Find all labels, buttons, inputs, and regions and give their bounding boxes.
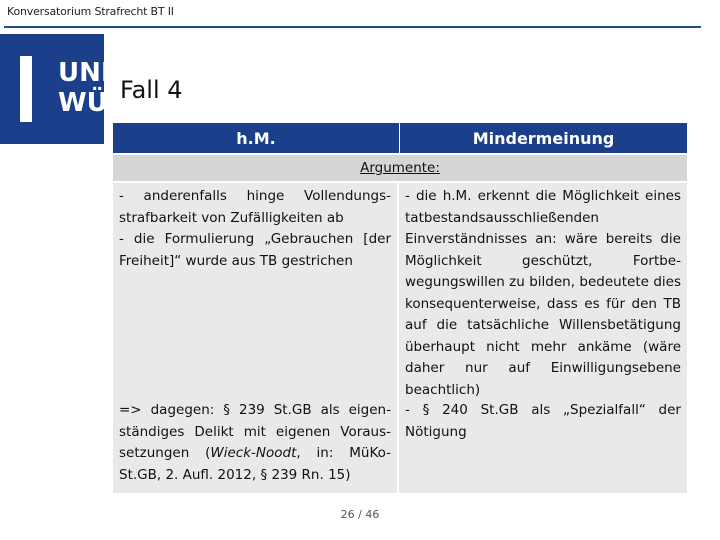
- header-divider: [4, 26, 701, 28]
- majority-argument-2: - die Formulierung „Gebrauchen [der Freiheit]“ wurde aus TB gestrichen: [119, 231, 391, 269]
- arguments-subheader: [113, 153, 687, 181]
- minority-argument-2: - § 240 St.GB als „Spezialfall“ der Nötigung: [405, 402, 681, 440]
- logo-line-2: WÜ: [58, 88, 108, 118]
- arguments-table: [113, 123, 687, 493]
- header-majority-opinion: h.M.: [113, 123, 400, 153]
- page-number: 26 / 46: [340, 508, 380, 521]
- arguments-row: [113, 181, 687, 493]
- course-title: Konversatorium Strafrecht BT II: [7, 5, 174, 18]
- majority-argument-1: - anderenfalls hinge Vollendungsstrafbarkeit von Zufälligkeiten ab: [119, 188, 391, 226]
- minority-arguments-cell: [399, 183, 687, 493]
- logo-letters: [58, 58, 111, 118]
- slide-title: Fall 4: [120, 76, 183, 104]
- minority-argument-1: - die h.M. erkennt die Möglichkeit eines tatbestandsausschließenden Einverständnisses an: wäre bereits die Möglichkeit geschützt, Fortbewegungswillen zu bilden, bedeutete dies konsequenterweise, dass es für den TB auf die tatsächliche Willensbetätigung überhaupt nicht mehr ankäme (wäre daher nur auf Einwilligungsebene beachtlich): [405, 188, 681, 398]
- logo-mark: [20, 56, 32, 122]
- majority-counterargument: [119, 400, 391, 486]
- arguments-label: Argumente:: [360, 160, 440, 176]
- counterargument-author: Wieck-Noodt: [210, 445, 297, 461]
- university-logo: [0, 34, 111, 144]
- counterargument-text-1: => dagegen: § 239 St.GB als eigenständiges Delikt mit eigenen Voraussetzungen (: [119, 402, 391, 461]
- counterargument-text-2: , in: MüKo-St.GB, 2. Aufl. 2012, § 239 Rn. 15): [119, 445, 391, 483]
- majority-arguments-cell: [113, 183, 399, 493]
- header-minority-opinion: Mindermeinung: [400, 123, 687, 153]
- table-header-row: [113, 123, 687, 153]
- logo-line-1: UNI: [58, 58, 111, 88]
- minority-argument-2-block: [405, 400, 681, 443]
